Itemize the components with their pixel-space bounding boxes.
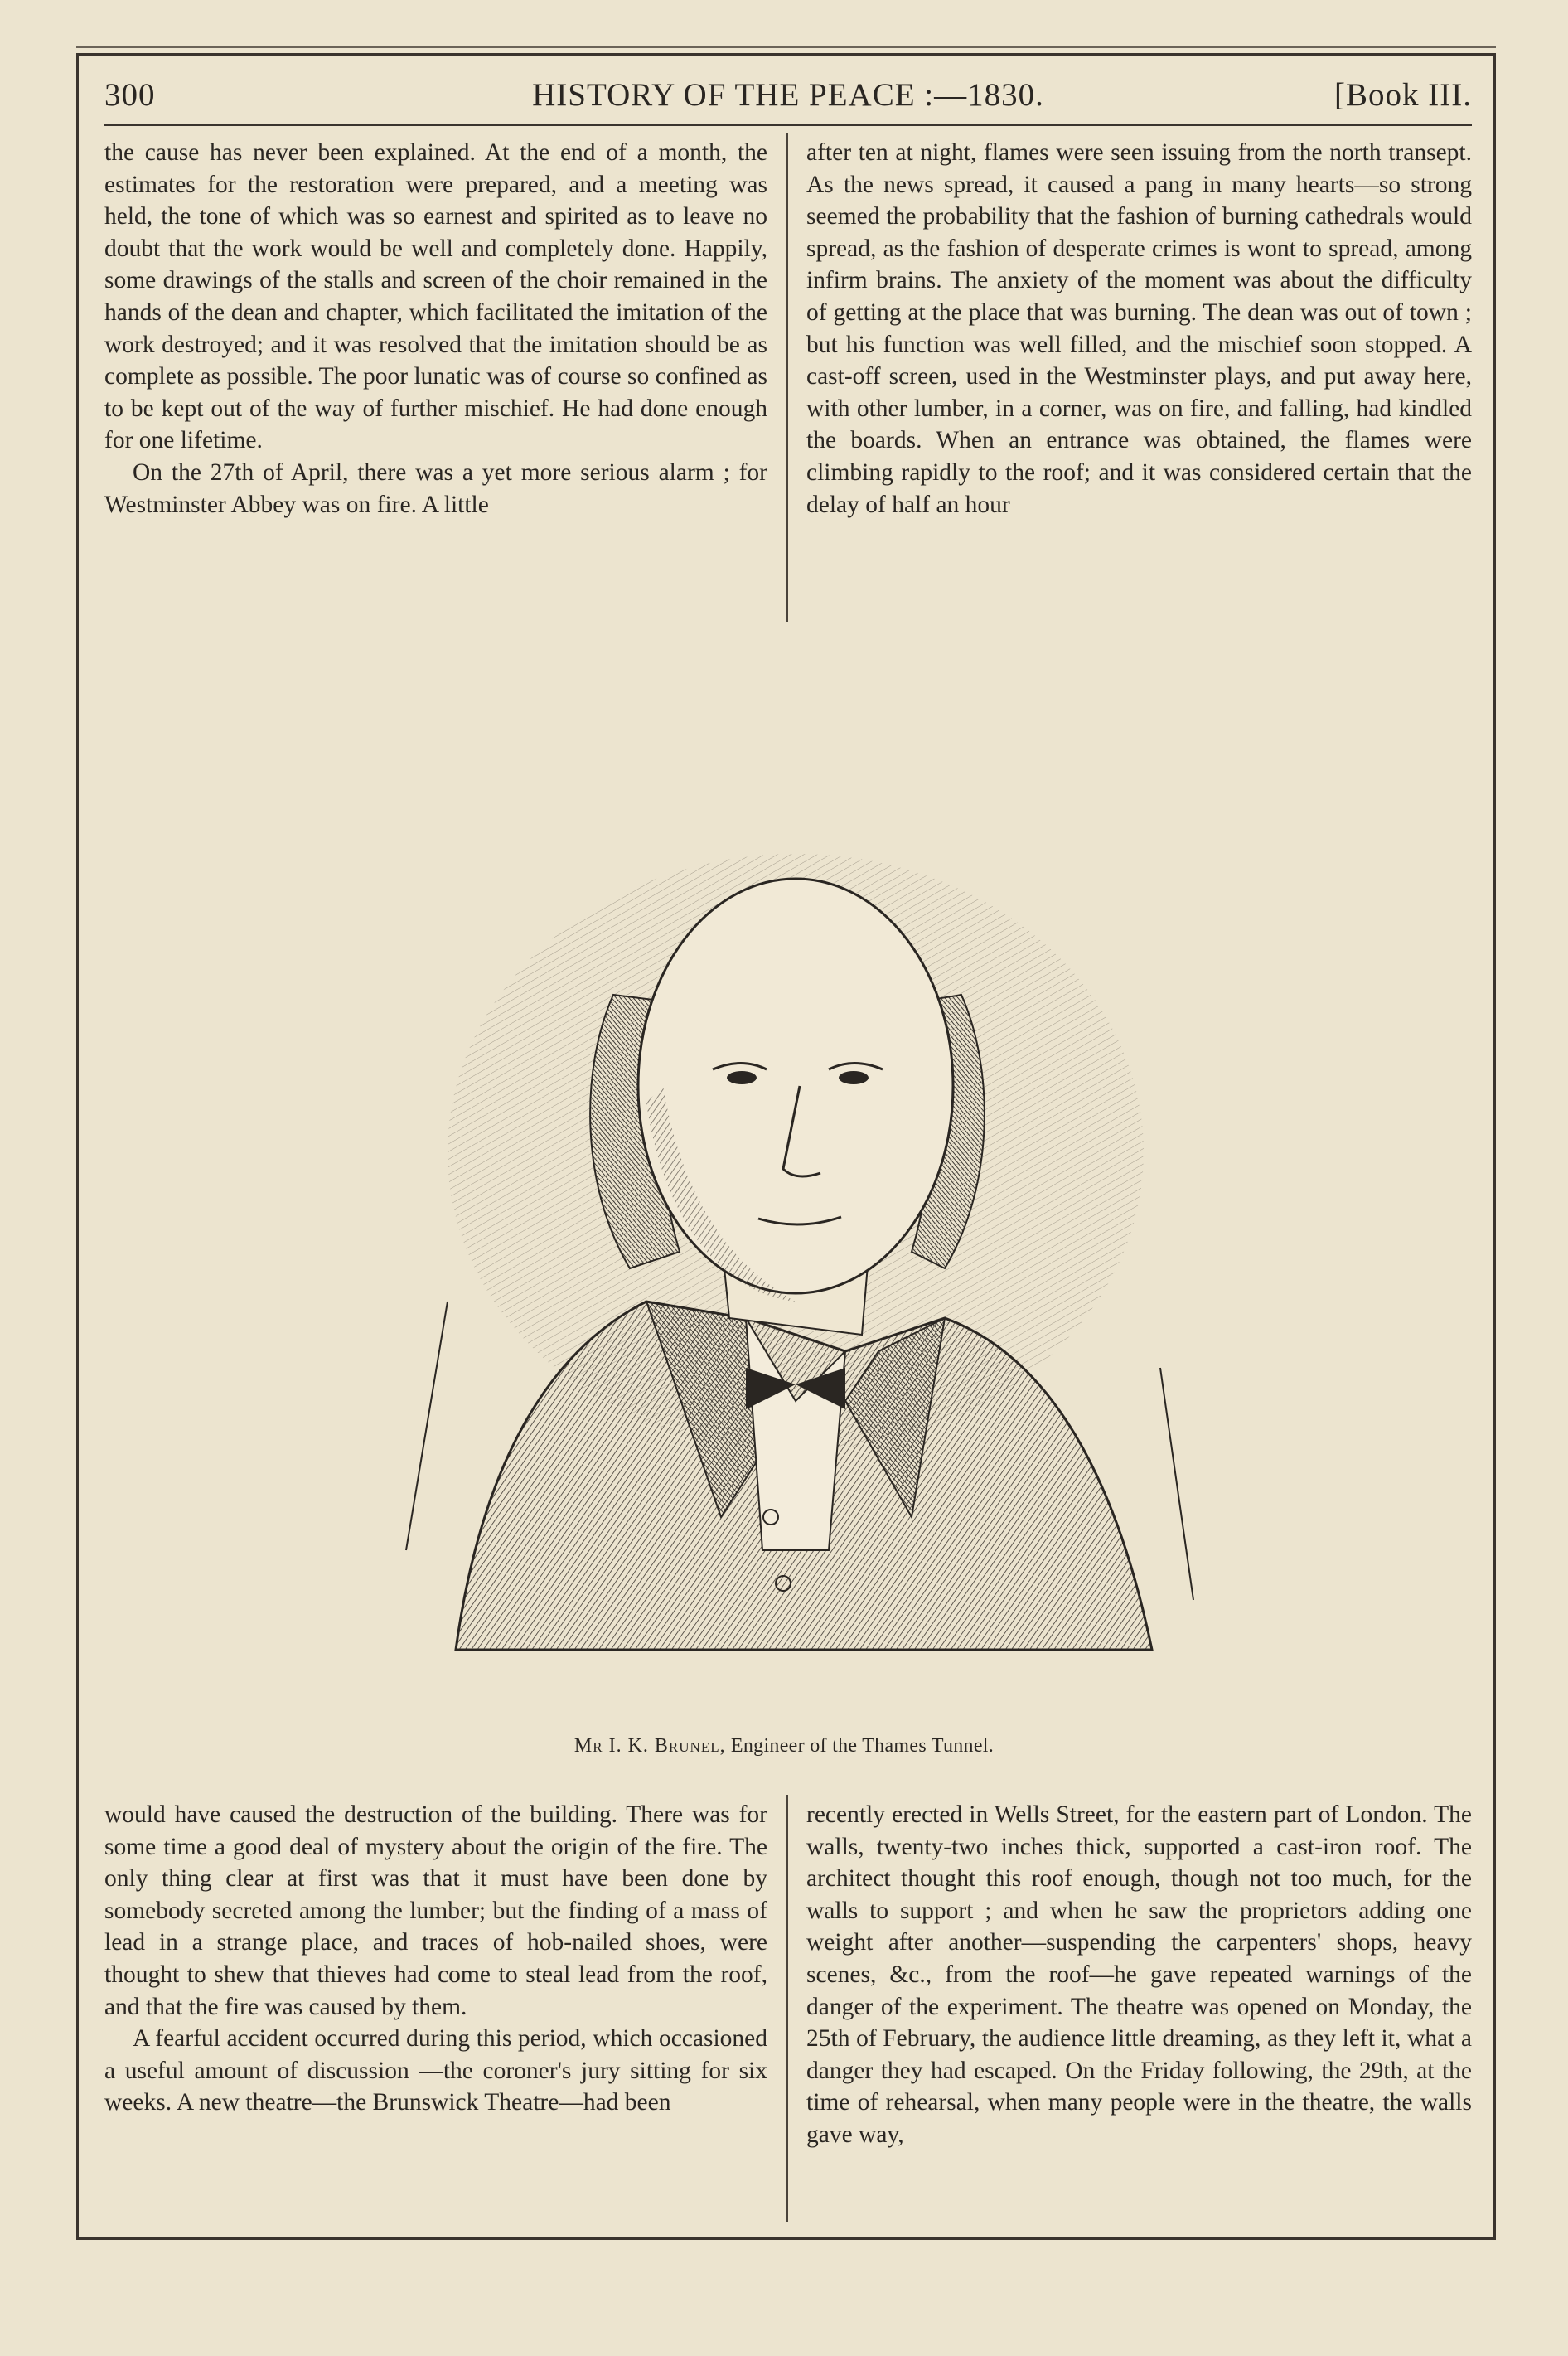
paragraph: the cause has never been explained. At the end of a month, the estimates for the restoration were prepared, and a meeting was held, the tone of which was so earnest and spirited as to leave no doubt that the work would be well and completely done. Happily, some drawings of the stalls and screen of the choir remained in the hands of the dean and chapter, which facilitated the imitation of the work destroyed; and it was resolved that the imitation should be as complete as possible. The poor lunatic was of course so confined as to be kept out of the way of further mischief. He had done enough for one lifetime.: [104, 139, 767, 454]
caption-text: Engineer of the Thames Tunnel.: [725, 1735, 995, 1757]
column-bottom-left: [104, 1799, 767, 2119]
running-title: HISTORY OF THE PEACE :—1830.: [532, 77, 1044, 113]
column-divider: [786, 133, 788, 622]
page-number: 300: [104, 77, 156, 113]
brunel-portrait-engraving: [332, 721, 1243, 1716]
paragraph: On the 27th of April, there was a yet more serious alarm ; for Westminster Abbey was on fire. A little: [104, 458, 767, 518]
column-top-right: [806, 137, 1472, 521]
column-top-left: [104, 137, 767, 521]
caption-name: Mr I. K. Brunel,: [573, 1735, 726, 1757]
header-rule: [104, 124, 1472, 126]
paragraph: recently erected in Wells Street, for the eastern part of London. The walls, twenty-two inches thick, supported a cast-iron roof. The architect thought this roof enough, though not too much, for the walls to support ; and when he saw the proprietors adding one weight after another—suspending the carpenters' shops, heavy scenes, &c., from the roof—he gave repeated warnings of the danger of the experiment. The theatre was opened on Monday, the 25th of February, the audience little dreaming, as they left it, what a danger they had escaped. On the Friday following, the 29th, at the time of rehearsal, when many people were in the theatre, the walls gave way,: [806, 1801, 1472, 2148]
paragraph: A fearful accident occurred during this period, which occasioned a useful amount of discussion —the coroner's jury sitting for six weeks. A new theatre—the Brunswick Theatre—had been: [104, 2025, 767, 2116]
top-rule: [76, 46, 1496, 48]
paragraph: would have caused the destruction of the building. There was for some time a good deal of mystery about the origin of the fire. The only thing clear at first was that it must have been done by somebody secreted among the lumber; but the finding of a mass of lead in a strange place, and traces of hob-nailed shoes, were thought to shew that thieves had come to steal lead from the roof, and that the fire was caused by them.: [104, 1801, 767, 2020]
page-header: [104, 76, 1472, 123]
figure-caption: [0, 1735, 1568, 1757]
column-divider: [786, 1795, 788, 2222]
column-bottom-right: [806, 1799, 1472, 2151]
paragraph: after ten at night, flames were seen issuing from the north transept. As the news spread, it caused a pang in many hearts—so strong seemed the probability that the fashion of burning cathedrals would spread, as the fashion of desperate crimes is wont to spread, among infirm brains. The anxiety of the moment was about the difficulty of getting at the place that was burning. The dean was out of town ; but his function was well filled, and the mischief soon stopped. A cast-off screen, used in the Westminster plays, and put away here, with other lumber, in a corner, was on fire, and falling, had kindled the boards. When an entrance was obtained, the flames were climbing rapidly to the roof; and it was considered certain that the delay of half an hour: [806, 139, 1472, 518]
book-label: [Book III.: [1334, 77, 1472, 113]
